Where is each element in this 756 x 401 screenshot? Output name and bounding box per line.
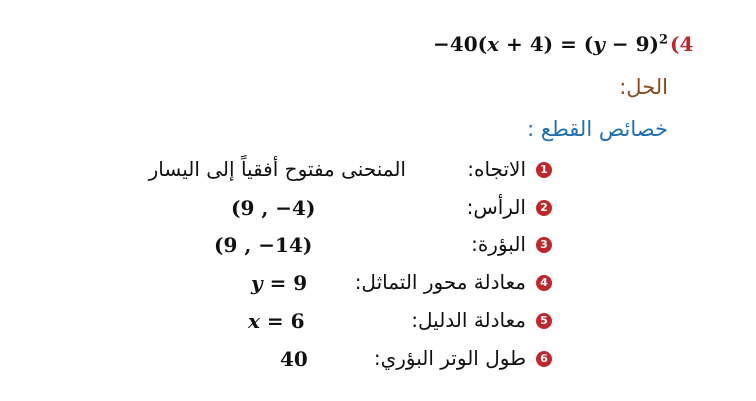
- equation-var-x: x: [487, 32, 500, 56]
- equation-var-y: y: [593, 32, 605, 56]
- bullet-1: 1: [536, 162, 552, 178]
- directrix-rest: = 6: [259, 309, 305, 333]
- axis-rest: = 9: [262, 271, 308, 295]
- property-label-latus-rectum: طول الوتر البؤري:: [373, 346, 526, 370]
- bullet-2: 2: [536, 200, 552, 216]
- equation-exponent: 2: [658, 32, 668, 48]
- properties-title: خصائص القطع :: [527, 117, 668, 141]
- property-label-focus: البؤرة:: [471, 232, 526, 256]
- bullet-5: 5: [536, 313, 552, 329]
- property-value-axis-of-symmetry: [251, 271, 307, 295]
- bullet-4: 4: [536, 275, 552, 291]
- property-value-direction: المنحنى مفتوح أفقياً إلى اليسار: [148, 157, 406, 181]
- bullet-6: 6: [536, 351, 552, 367]
- property-value-focus: (9 , −14): [214, 233, 313, 257]
- property-label-axis-of-symmetry: معادلة محور التماثل:: [354, 270, 526, 294]
- equation-mid1: + 4) = (: [499, 32, 594, 56]
- axis-var: y: [251, 271, 263, 295]
- solution-label: الحل:: [619, 75, 668, 99]
- directrix-var: x: [248, 309, 260, 333]
- problem-equation: [433, 32, 668, 56]
- equation-mid2: − 9): [604, 32, 659, 56]
- property-label-directrix: معادلة الدليل:: [411, 308, 526, 332]
- property-label-direction: الاتجاه:: [467, 157, 526, 181]
- problem-number: 4): [670, 32, 694, 56]
- equation-left: −40(: [433, 32, 488, 56]
- bullet-3: 3: [536, 237, 552, 253]
- property-value-directrix: [248, 309, 305, 333]
- property-value-latus-rectum: 40: [280, 347, 308, 371]
- property-value-vertex: (9 , −4): [231, 196, 316, 220]
- property-label-vertex: الرأس:: [466, 195, 526, 219]
